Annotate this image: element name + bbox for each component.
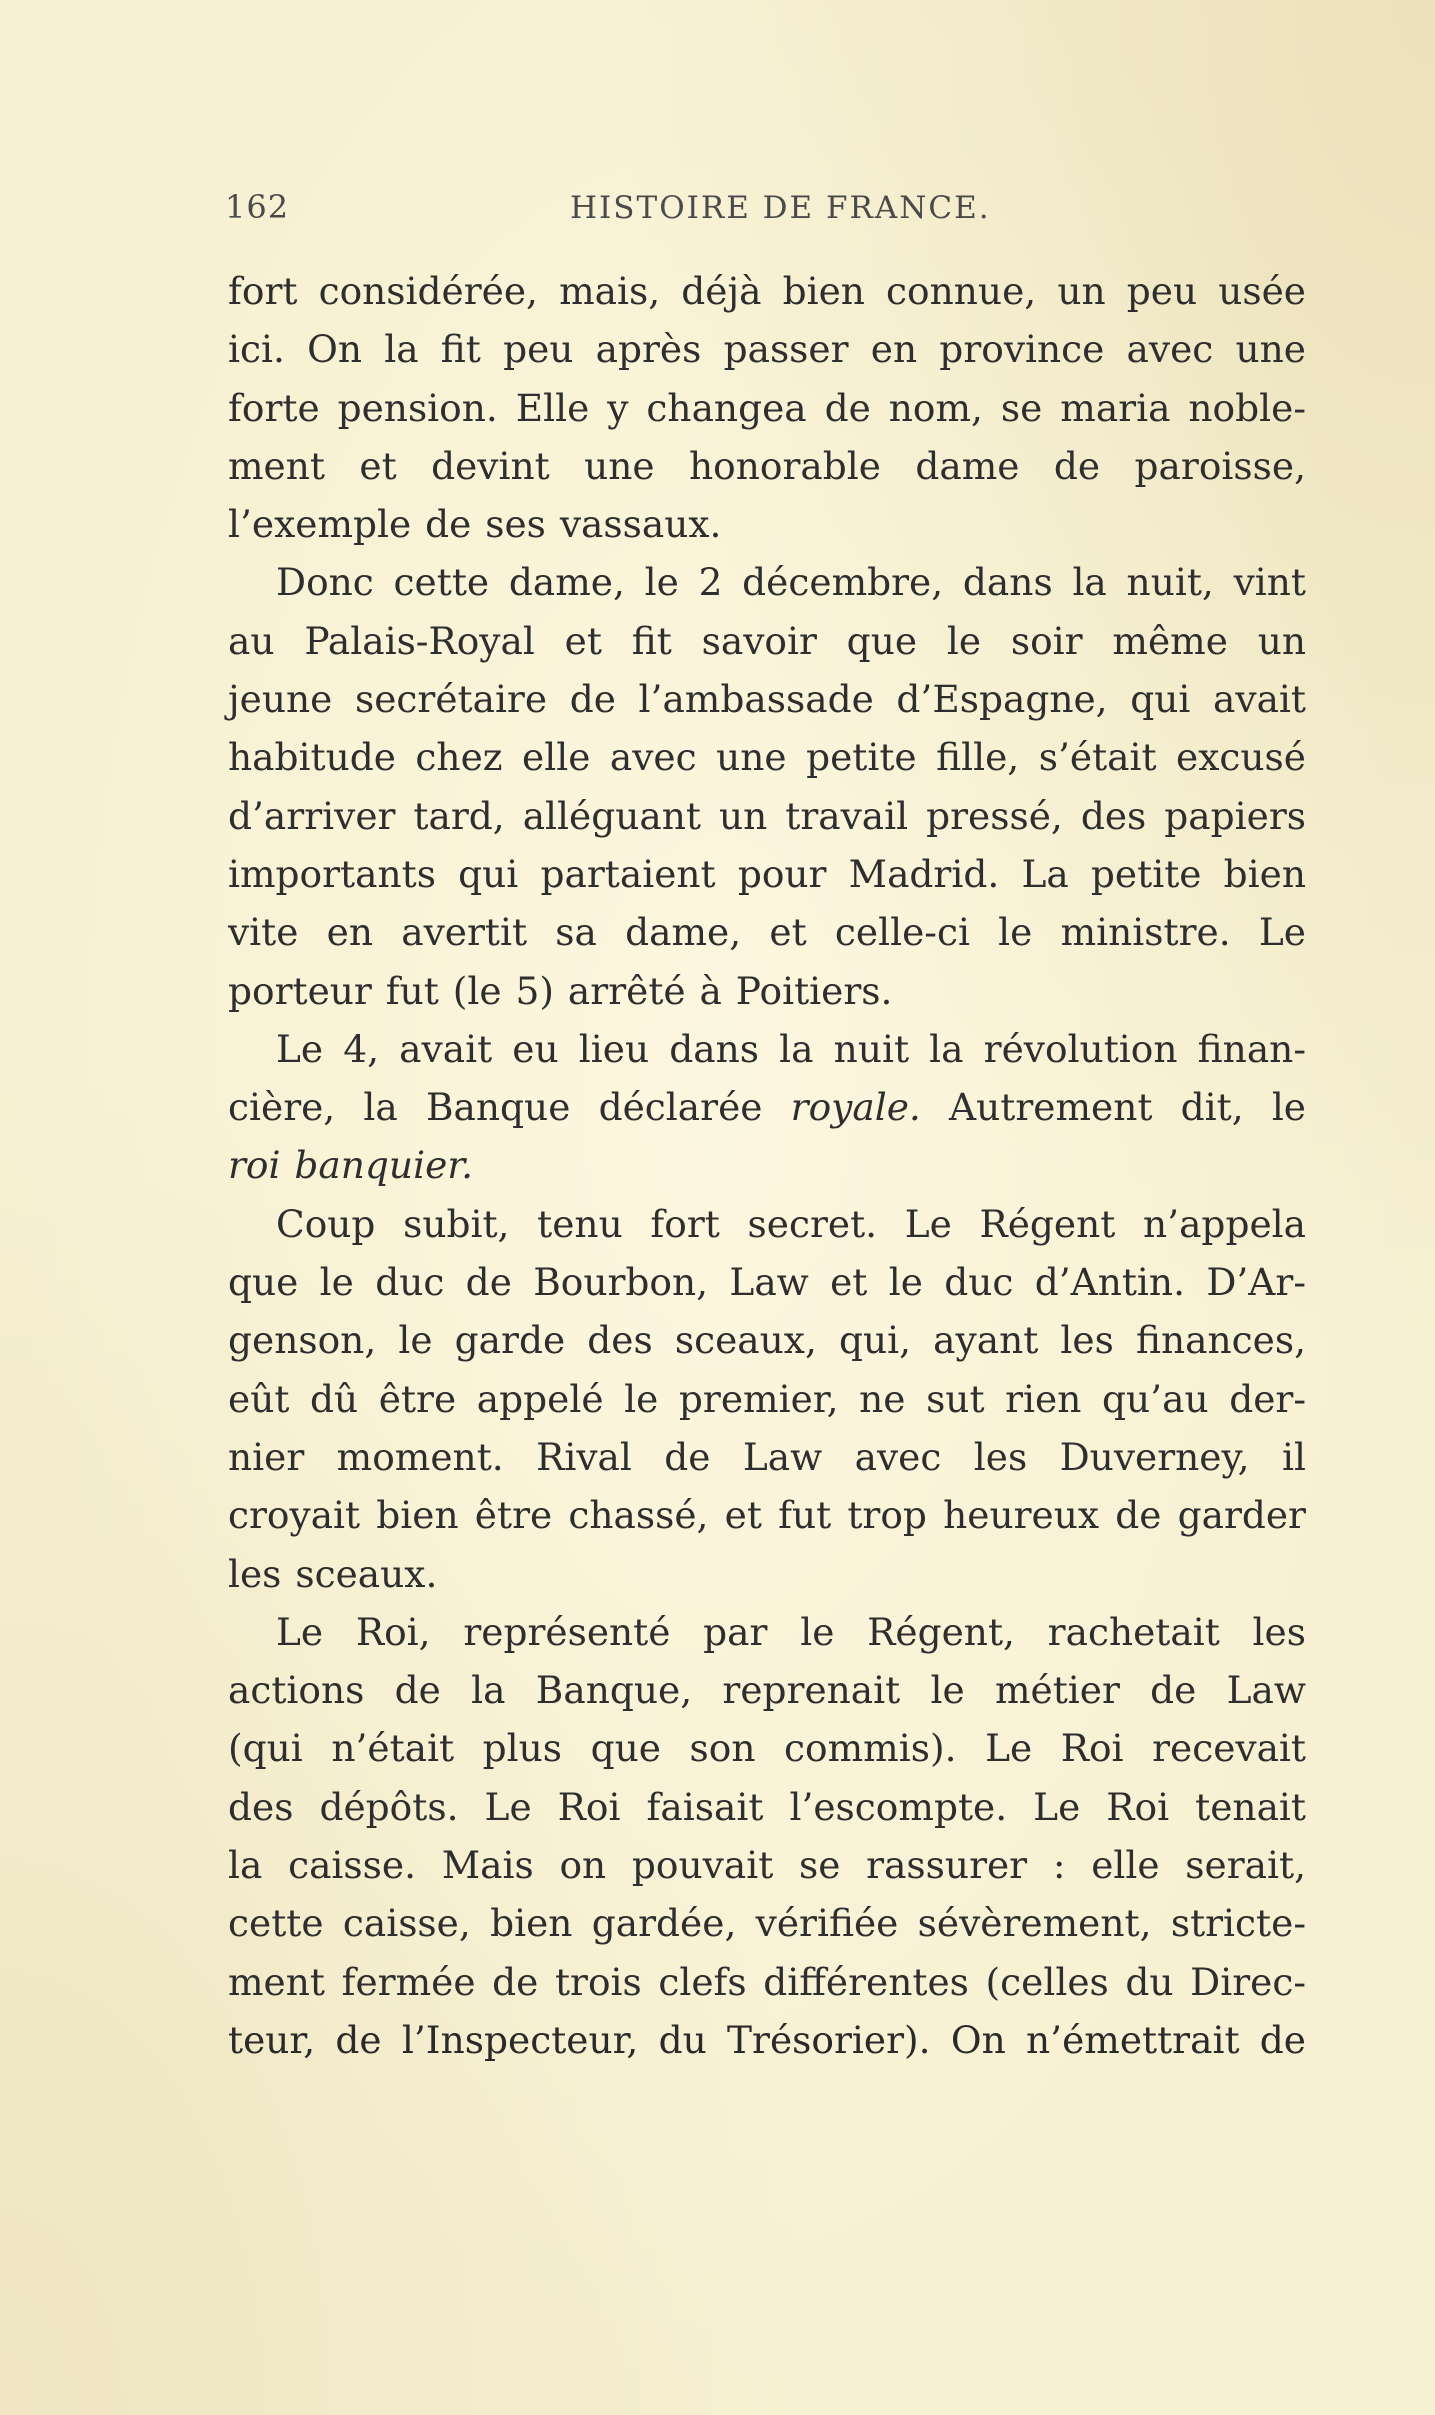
text-line: Le Roi, représenté par le Régent, rachetait les bbox=[276, 1609, 1306, 1654]
text-line: fort considérée, mais, déjà bien connue, un peu usée bbox=[228, 269, 1306, 313]
text-line: au Palais-Royal et fit savoir que le soir même un bbox=[228, 618, 1306, 663]
text-line: actions de la Banque, reprenait le métier de Law bbox=[228, 1668, 1306, 1713]
text-line: (qui n’était plus que son commis). Le Roi recevait bbox=[228, 1726, 1306, 1771]
body-text bbox=[228, 262, 1306, 2069]
text-line: d’arriver tard, alléguant un travail pressé, des papiers bbox=[228, 793, 1306, 838]
text-line bbox=[228, 1136, 1306, 1194]
text-line: Donc cette dame, le 2 décembre, dans la nuit, vint bbox=[276, 560, 1306, 605]
page-number: 162 bbox=[225, 188, 290, 226]
running-title: HISTOIRE DE FRANCE. bbox=[570, 190, 991, 226]
text-line: genson, le garde des sceaux, qui, ayant les finances, bbox=[228, 1318, 1306, 1363]
text-line: des dépôts. Le Roi faisait l’escompte. Le Roi tenait bbox=[228, 1784, 1306, 1829]
text-line: forte pension. Elle y changea de nom, se maria noble- bbox=[228, 385, 1306, 430]
text-line: cette caisse, bien gardée, vérifiée sévèrement, stricte- bbox=[228, 1901, 1306, 1946]
running-head bbox=[225, 188, 1305, 238]
text-line: que le duc de Bourbon, Law et le duc d’Antin. D’Ar- bbox=[228, 1260, 1306, 1305]
text-line: eût dû être appelé le premier, ne sut rien qu’au der- bbox=[228, 1376, 1306, 1421]
text-line: la caisse. Mais on pouvait se rassurer : elle serait, bbox=[228, 1843, 1306, 1888]
text-segment: Autrement dit, le bbox=[920, 1085, 1306, 1130]
italic-text: royale. bbox=[790, 1085, 921, 1130]
text-line: nier moment. Rival de Law avec les Duverney, il bbox=[228, 1434, 1306, 1479]
text-line: Le 4, avait eu lieu dans la nuit la révolution finan- bbox=[276, 1026, 1306, 1071]
italic-text: roi banquier. bbox=[228, 1143, 473, 1188]
text-line: ment fermée de trois clefs différentes (celles du Direc- bbox=[228, 1959, 1306, 2004]
text-segment: cière, la Banque déclarée bbox=[228, 1085, 791, 1130]
text-line: porteur fut (le 5) arrêté à Poitiers. bbox=[228, 968, 893, 1013]
text-line: Coup subit, tenu fort secret. Le Régent n’appela bbox=[276, 1201, 1306, 1246]
text-line: teur, de l’Inspecteur, du Trésorier). On n’émettrait de bbox=[228, 2017, 1306, 2062]
text-line: l’exemple de ses vassaux. bbox=[228, 502, 722, 547]
text-line: habitude chez elle avec une petite fille, s’était excusé bbox=[228, 735, 1306, 780]
text-line: ment et devint une honorable dame de paroisse, bbox=[228, 443, 1306, 488]
text-line bbox=[228, 1078, 1306, 1136]
text-line: croyait bien être chassé, et fut trop heureux de garder bbox=[228, 1493, 1306, 1538]
text-line: les sceaux. bbox=[228, 1551, 438, 1596]
text-line: vite en avertit sa dame, et celle-ci le ministre. Le bbox=[228, 910, 1306, 955]
text-line: jeune secrétaire de l’ambassade d’Espagne, qui avait bbox=[228, 677, 1306, 722]
text-line: importants qui partaient pour Madrid. La petite bien bbox=[228, 851, 1306, 896]
text-line: ici. On la fit peu après passer en province avec une bbox=[228, 327, 1306, 372]
